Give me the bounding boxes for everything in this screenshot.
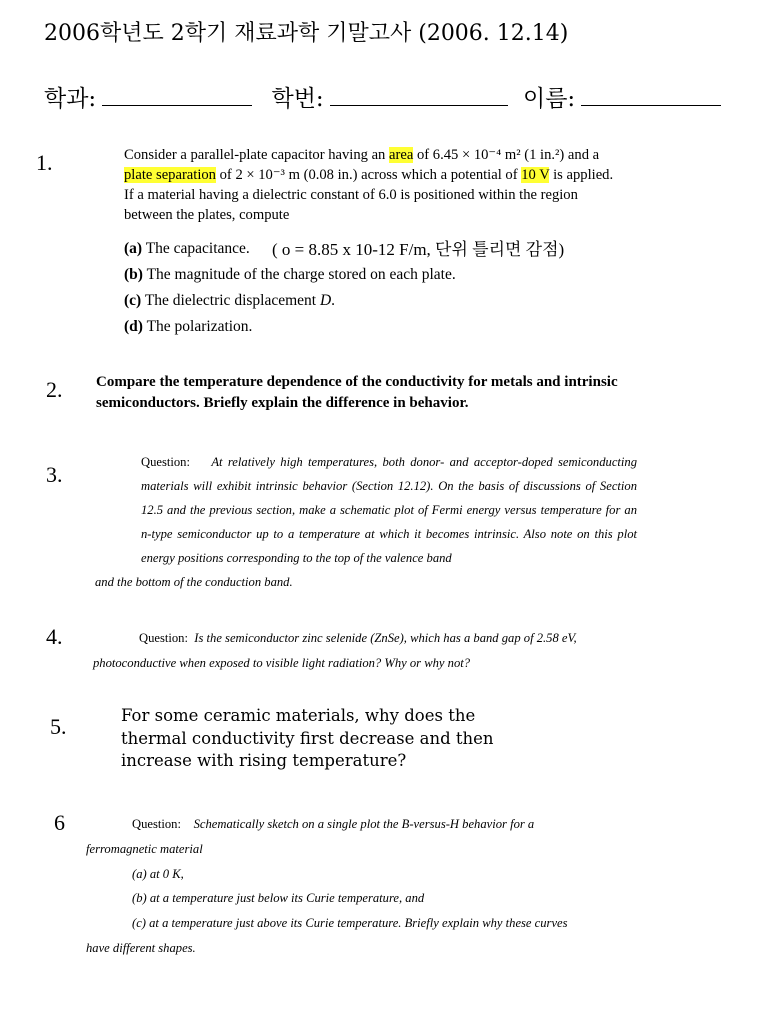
q1-part-a <box>124 240 250 258</box>
q1-part-c <box>124 292 335 310</box>
q1-text-part2: of 6.45 × 10⁻⁴ m² (1 in.²) and a <box>413 147 600 163</box>
question-6-text <box>86 812 656 961</box>
department-label: 학과: <box>44 86 97 112</box>
q1-highlight-area: area <box>389 147 414 163</box>
q3-body-end: and the bottom of the conduction band. <box>95 575 293 589</box>
q1-part-d-text: The polarization. <box>146 318 253 335</box>
question-6-number: 6 <box>54 810 65 835</box>
question-2-text: Compare the temperature dependence of the conductivity for metals and intrinsic semiconductors. Briefly explain the difference in behavior. <box>96 374 618 411</box>
q1-text-part3: of 2 × 10⁻³ m (0.08 in.) across which a potential of <box>215 167 522 183</box>
question-5-number: 5. <box>50 714 67 739</box>
student-id-label: 학번: <box>271 86 324 112</box>
question-4-number: 4. <box>46 624 63 649</box>
student-info-line <box>44 80 721 113</box>
q6-question-label: Question: <box>132 817 181 831</box>
student-id-blank <box>330 83 508 106</box>
name-label: 이름: <box>523 86 576 112</box>
q6-body-line2: ferromagnetic material <box>86 841 203 856</box>
name-blank <box>581 83 721 106</box>
q1-part-a-label: (a) <box>124 240 143 257</box>
q1-part-c-text: The dielectric displacement <box>144 292 320 309</box>
q3-body: At relatively high temperatures, both donor- and acceptor-doped semiconducting materials will exhibit intrinsic behavior (Section 12.12). On the basis of discussions of Section 12.5 and the previous section, make a schematic plot of Fermi energy versus temperature for an n-type semiconductor up to a temperature at which it becomes intrinsic. Also note on this plot energy positions corresponding to the top of the valence band <box>141 455 637 565</box>
question-3-text <box>95 450 637 594</box>
department-blank <box>102 83 252 106</box>
q1-part-c-label: (c) <box>124 292 142 309</box>
q1-constant-note: ( o = 8.85 x 10-12 F/m, 단위 틀리면 감점) <box>272 240 565 259</box>
exam-title: 2006학년도 2학기 재료과학 기말고사 (2006. 12.14) <box>44 21 569 46</box>
question-4-text <box>93 626 653 676</box>
q1-part-c-end: . <box>331 292 336 309</box>
q1-part-b <box>124 266 456 284</box>
q6-part-a: (a) at 0 K, <box>132 866 184 881</box>
q1-part-d-label: (d) <box>124 318 143 335</box>
q6-part-c: (c) at a temperature just above its Curie temperature. Briefly explain why these curves <box>132 916 568 931</box>
q1-highlight-plate-separation: plate separation <box>124 167 216 183</box>
q1-highlight-voltage: 10 V <box>521 167 550 183</box>
question-1-number: 1. <box>36 150 53 175</box>
question-2-number: 2. <box>46 377 63 402</box>
q1-part-d <box>124 318 252 336</box>
q1-part-b-label: (b) <box>124 266 143 283</box>
question-1-text <box>124 145 624 225</box>
q3-question-label: Question: <box>141 455 190 469</box>
q4-body-line1: Is the semiconductor zinc selenide (ZnSe), which has a band gap of 2.58 eV, <box>194 631 577 645</box>
q1-part-a-text: The capacitance. <box>145 240 250 257</box>
q1-part-c-variable: D <box>319 292 332 309</box>
q6-part-b: (b) at a temperature just below its Curie temperature, and <box>132 891 425 906</box>
q1-text-part4: is applied. If a material having a dielectric constant of 6.0 is positioned within the region between the plates, compute <box>124 167 614 223</box>
q6-body-end: have different shapes. <box>86 940 196 955</box>
question-3-number: 3. <box>46 462 63 487</box>
q4-question-label: Question: <box>139 631 188 645</box>
question-5-text: For some ceramic materials, why does the thermal conductivity first decrease and then increase with rising temperature? <box>121 706 494 770</box>
q1-text-part1: Consider a parallel-plate capacitor having an <box>124 147 390 163</box>
q1-part-b-text: The magnitude of the charge stored on each plate. <box>146 266 456 283</box>
q4-body-line2: photoconductive when exposed to visible light radiation? Why or why not? <box>93 656 471 670</box>
q6-body-line1: Schematically sketch on a single plot the B-versus-H behavior for a <box>193 817 535 831</box>
